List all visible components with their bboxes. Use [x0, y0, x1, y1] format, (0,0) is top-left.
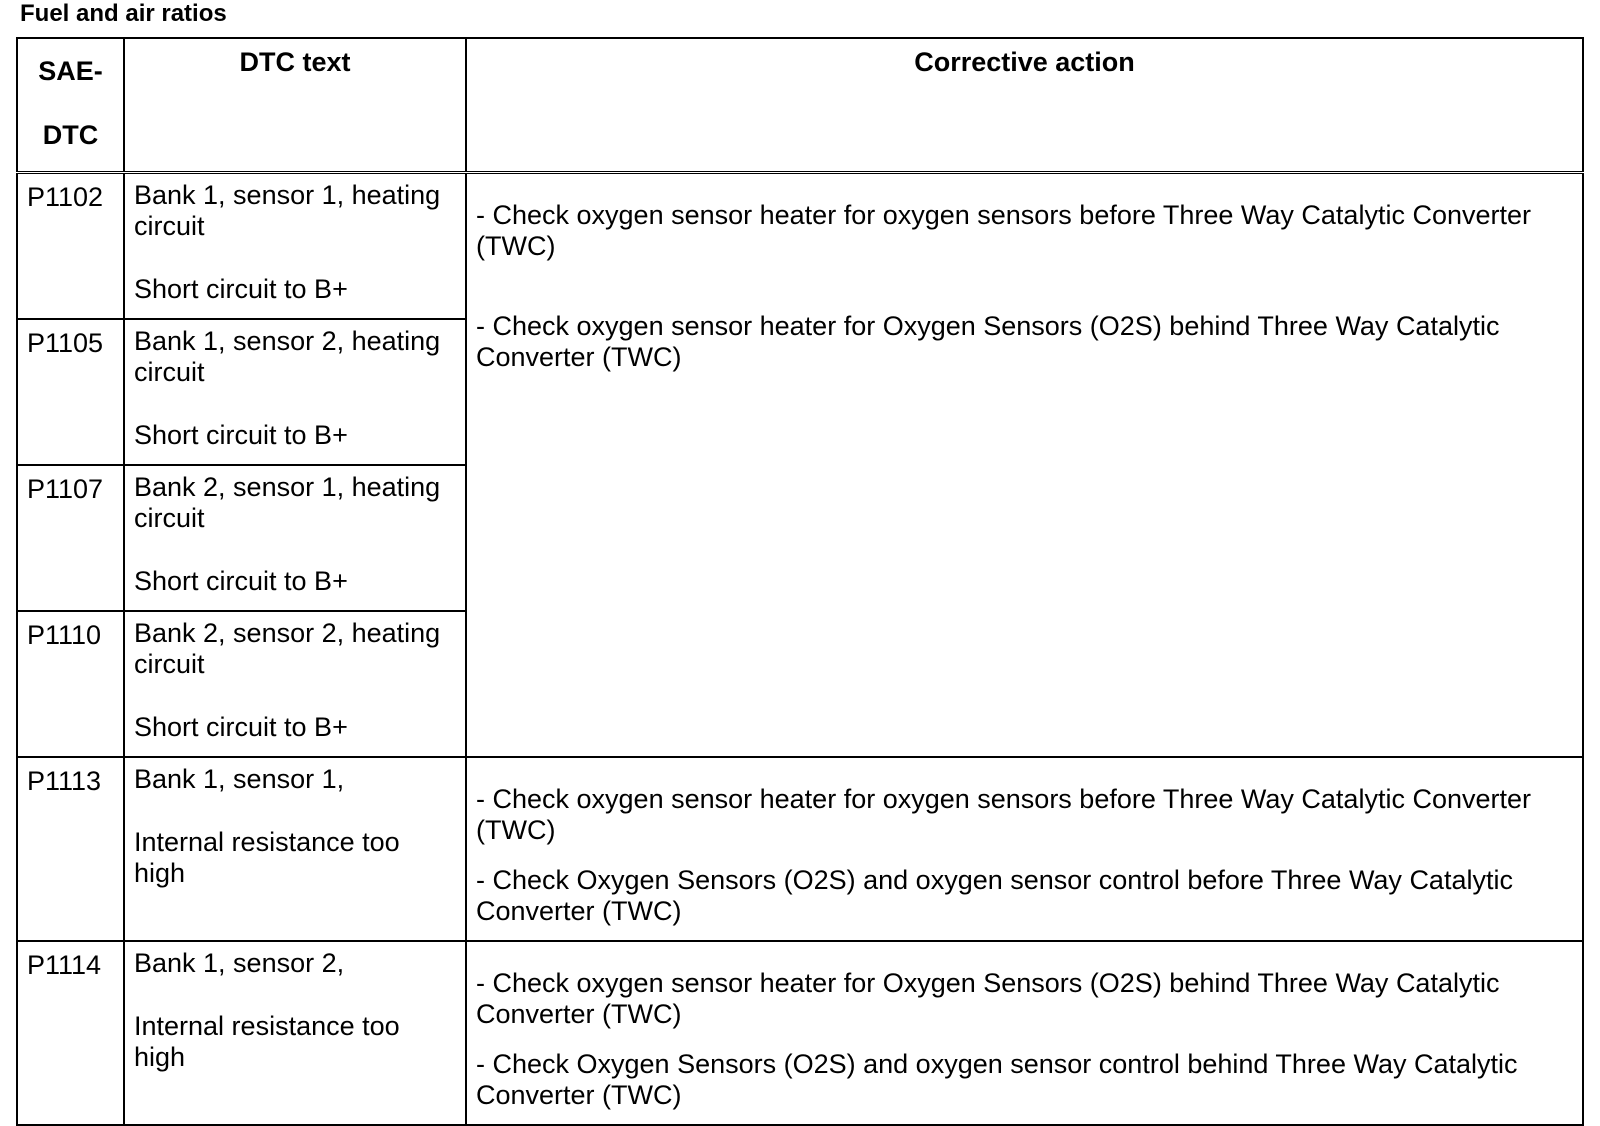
- corrective-action: - Check oxygen sensor heater for oxygen sensors before Three Way Catalytic Converter (TWC): [476, 783, 1531, 845]
- dtc-description: Bank 2, sensor 1, heating circuit: [134, 471, 441, 533]
- dtc-code: P1113: [17, 757, 124, 941]
- dtc-code: P1105: [17, 319, 124, 465]
- corrective-action-cell: [466, 173, 1583, 757]
- dtc-text: [124, 611, 466, 757]
- header-sae-dtc: [17, 38, 124, 173]
- dtc-code: P1102: [17, 173, 124, 319]
- dtc-description: Bank 1, sensor 1, heating circuit: [134, 180, 441, 241]
- dtc-condition: Short circuit to B+: [134, 565, 348, 596]
- corrective-action-cell: [466, 757, 1583, 941]
- dtc-text: [124, 465, 466, 611]
- corrective-action: - Check Oxygen Sensors (O2S) and oxygen sensor control behind Three Way Catalytic Converter (TWC): [476, 1048, 1518, 1110]
- dtc-code: P1107: [17, 465, 124, 611]
- dtc-description: Bank 2, sensor 2, heating circuit: [134, 617, 441, 679]
- dtc-description: Bank 1, sensor 1,: [134, 763, 345, 794]
- dtc-condition: Short circuit to B+: [134, 274, 348, 304]
- dtc-text: [124, 941, 466, 1125]
- dtc-table: [16, 37, 1584, 1126]
- header-dtc-text: DTC text: [124, 38, 466, 173]
- table-row: [17, 173, 1583, 319]
- dtc-condition: Internal resistance too high: [134, 826, 400, 888]
- corrective-action: - Check oxygen sensor heater for oxygen sensors before Three Way Catalytic Converter (TWC): [476, 200, 1531, 261]
- corrective-action-cell: [466, 941, 1583, 1125]
- dtc-description: Bank 1, sensor 2,: [134, 947, 345, 978]
- table-row: [17, 941, 1583, 1125]
- dtc-code: P1110: [17, 611, 124, 757]
- table-row: [17, 757, 1583, 941]
- dtc-text: [124, 319, 466, 465]
- corrective-action: - Check oxygen sensor heater for Oxygen Sensors (O2S) behind Three Way Catalytic Converter (TWC): [476, 311, 1500, 372]
- header-sae-line1: SAE-: [38, 56, 103, 86]
- header-corrective-action: Corrective action: [466, 38, 1583, 173]
- corrective-action: - Check Oxygen Sensors (O2S) and oxygen sensor control before Three Way Catalytic Converter (TWC): [476, 864, 1513, 926]
- header-sae-line2: DTC: [42, 120, 99, 150]
- dtc-description: Bank 1, sensor 2, heating circuit: [134, 325, 441, 387]
- dtc-condition: Internal resistance too high: [134, 1010, 400, 1072]
- corrective-action: - Check oxygen sensor heater for Oxygen Sensors (O2S) behind Three Way Catalytic Converter (TWC): [476, 967, 1500, 1029]
- dtc-condition: Short circuit to B+: [134, 711, 348, 742]
- dtc-text: [124, 757, 466, 941]
- dtc-code: P1114: [17, 941, 124, 1125]
- page-title: Fuel and air ratios: [20, 0, 227, 27]
- dtc-text: [124, 173, 466, 319]
- table-header-row: [17, 38, 1583, 173]
- dtc-condition: Short circuit to B+: [134, 419, 348, 450]
